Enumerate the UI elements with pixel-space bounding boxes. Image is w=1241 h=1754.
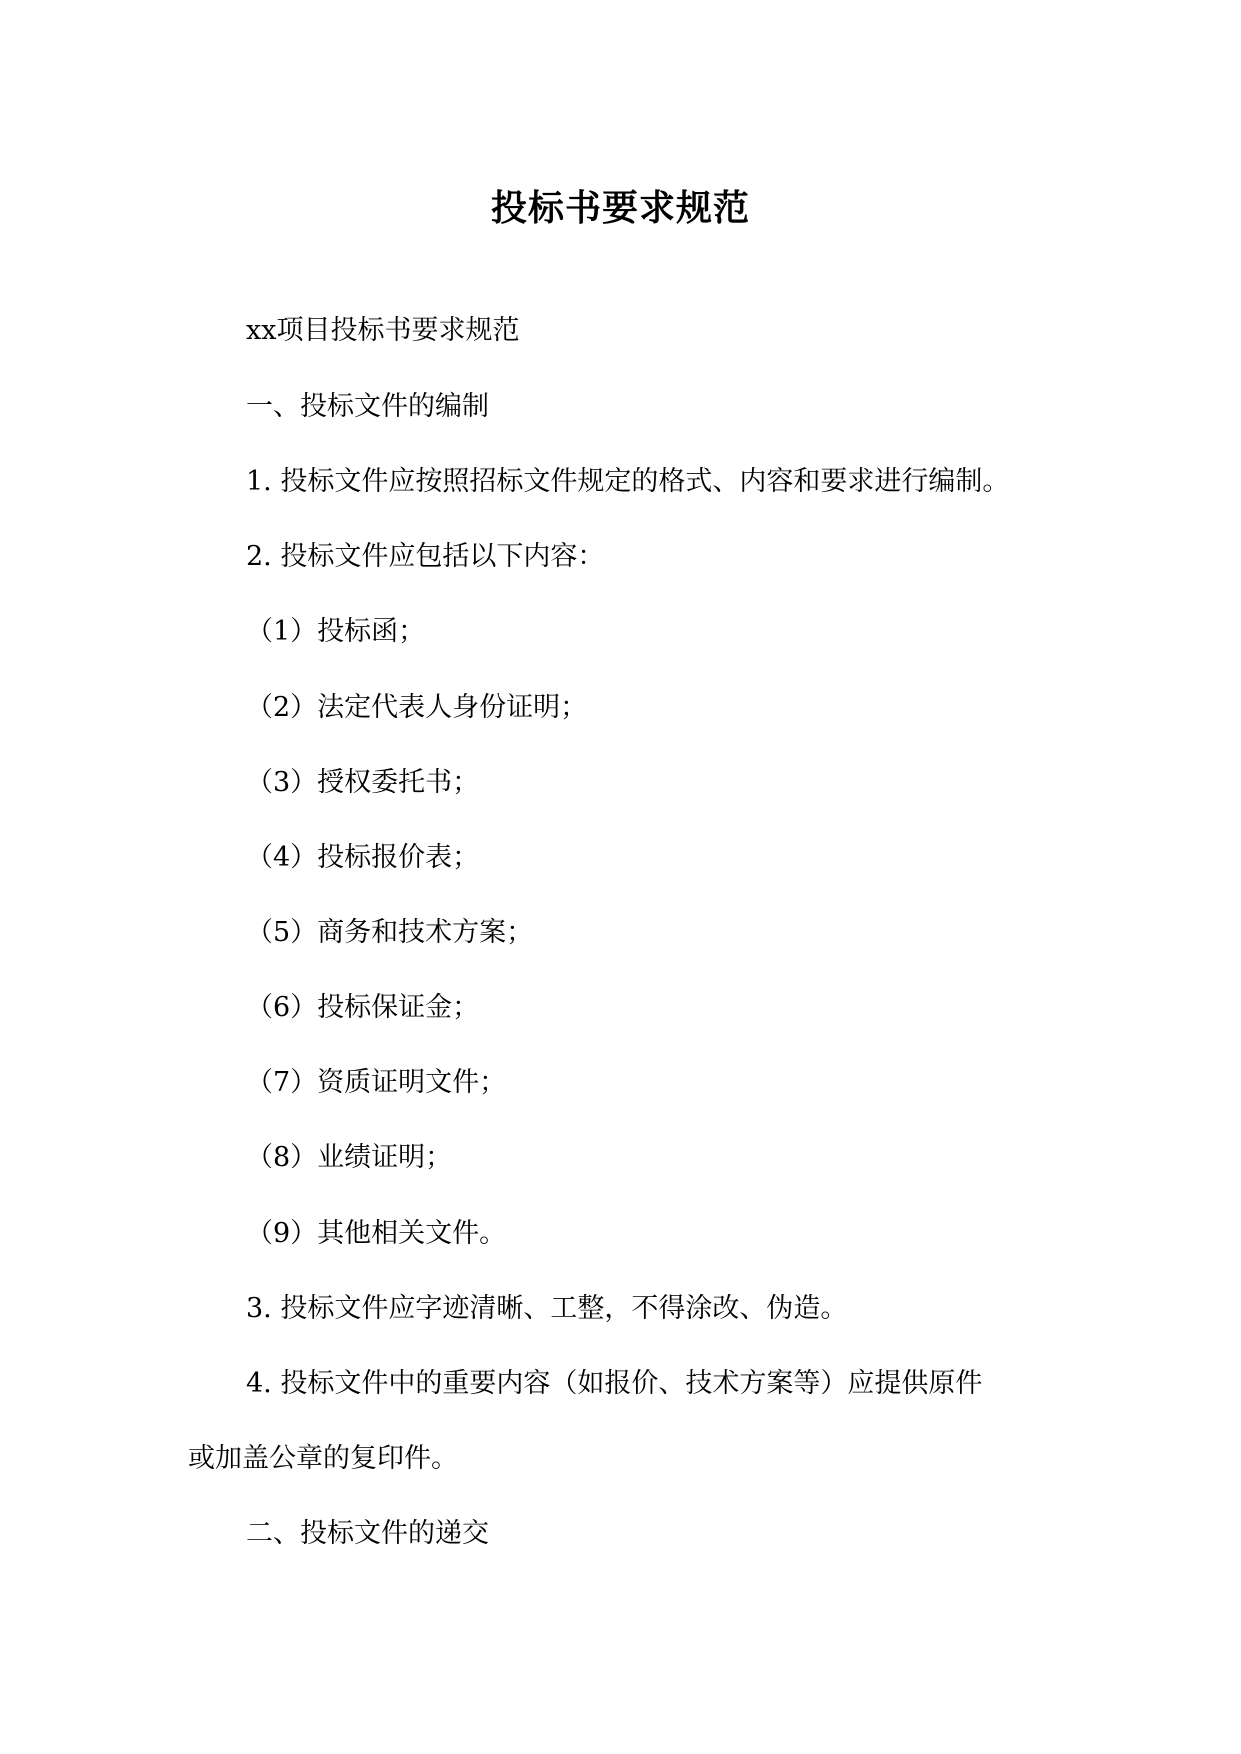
clause-3: 3. 投标文件应字迹清晰、工整，不得涂改、伪造。: [246, 1293, 848, 1324]
list-item: （3）授权委托书；: [246, 767, 480, 798]
list-item: （6）投标保证金；: [246, 992, 480, 1023]
document-title: 投标书要求规范: [490, 187, 750, 229]
clause-4: 4. 投标文件中的重要内容（如报价、技术方案等）应提供原件: [246, 1368, 983, 1399]
list-item: （2）法定代表人身份证明；: [246, 692, 588, 723]
clause-4-continued: 或加盖公章的复印件。: [188, 1443, 458, 1474]
clause-1: 1. 投标文件应按照招标文件规定的格式、内容和要求进行编制。: [246, 466, 1010, 497]
section-heading-2: 二、投标文件的递交: [246, 1518, 489, 1549]
list-item: （7）资质证明文件；: [246, 1067, 507, 1098]
list-item: （1）投标函；: [246, 616, 426, 647]
clause-2: 2. 投标文件应包括以下内容：: [246, 541, 605, 572]
project-heading: xx项目投标书要求规范: [246, 315, 520, 346]
list-item: （4）投标报价表；: [246, 842, 480, 873]
section-heading-1: 一、投标文件的编制: [246, 391, 489, 422]
list-item: （5）商务和技术方案；: [246, 917, 534, 948]
list-item: （9）其他相关文件。: [246, 1218, 507, 1249]
list-item: （8）业绩证明；: [246, 1142, 453, 1173]
